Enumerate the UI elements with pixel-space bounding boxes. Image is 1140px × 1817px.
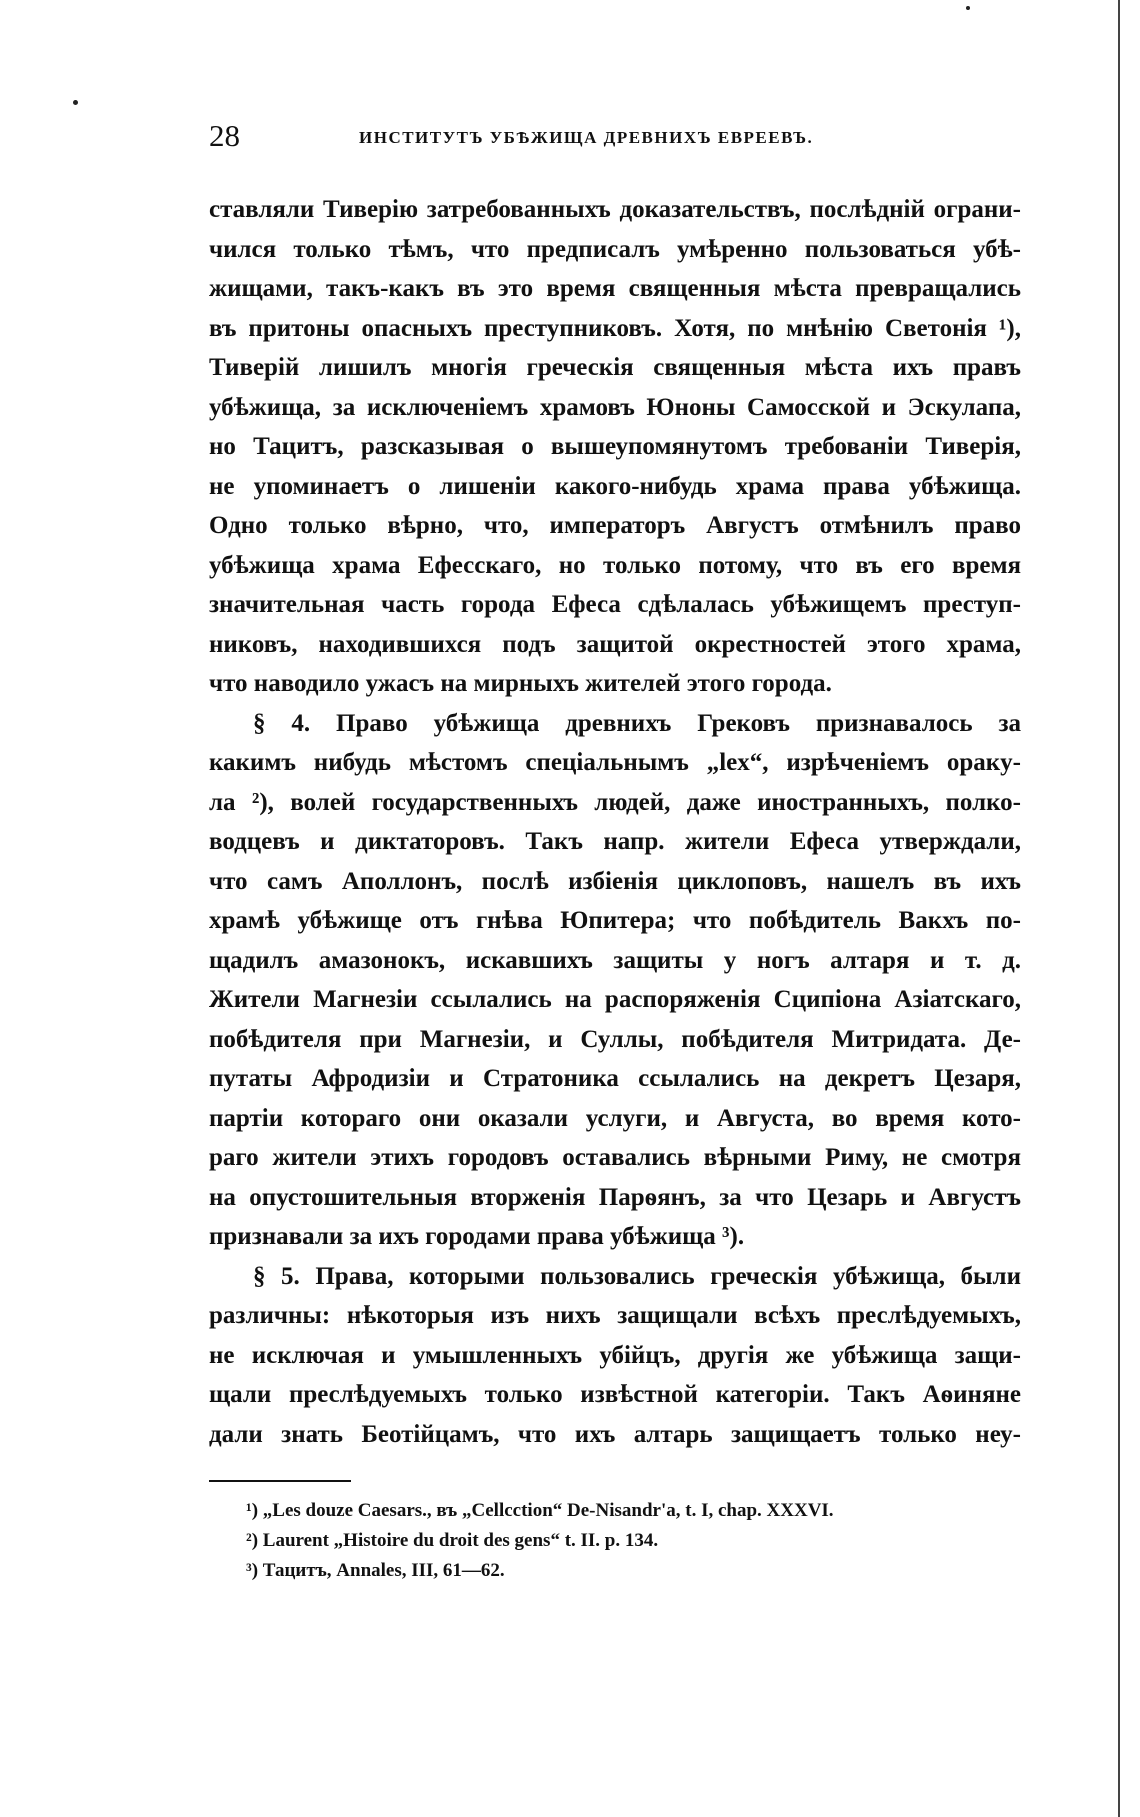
footnote-3: ³) Тацитъ, Annales, III, 61—62. — [246, 1560, 505, 1581]
text-line: ла ²), волей государственныхъ людей, даже иностранныхъ, полко- — [209, 788, 1021, 816]
text-line: что наводило ужасъ на мирныхъ жителей этого города. — [209, 670, 832, 697]
text-line: не исключая и умышленныхъ убійцъ, другія же убѣжища защи- — [209, 1341, 1021, 1369]
text-line: что самъ Аполлонъ, послѣ избіенія циклоповъ, нашелъ въ ихъ — [209, 867, 1021, 895]
text-line: въ притоны опасныхъ преступниковъ. Хотя, по мнѣнію Светонія ¹), — [209, 314, 1021, 342]
text-line: Жители Магнезіи ссылались на распоряженія Сципіона Азіатскаго, — [209, 986, 1021, 1013]
text-line: жищами, такъ-какъ въ это время священныя мѣста превращались — [209, 275, 1021, 302]
text-line: убѣжища, за исключеніемъ храмовъ Юноны Самосской и Эскулапа, — [209, 393, 1021, 421]
text-line: убѣжища храма Ефесскаго, но только потому, что въ его время — [209, 551, 1021, 579]
body-text — [209, 190, 1021, 1454]
section-5-start: § 5. Права, которыми пользовались греческія убѣжища, были — [253, 1262, 1021, 1290]
text-line: водцевъ и диктаторовъ. Такъ напр. жители Ефеса утверждали, — [209, 828, 1021, 855]
footnote-1: ¹) „Les douze Caesars., въ „Cellcction“ De-Nisandr'a, t. I, chap. XXXVI. — [246, 1500, 834, 1521]
text-line: значительная часть города Ефеса сдѣлалась убѣжищемъ преступ- — [209, 591, 1021, 618]
text-line: какимъ нибудь мѣстомъ спеціальнымъ „lex“, изрѣченіемъ оракy- — [209, 749, 1021, 776]
text-line: различны: нѣкоторыя изъ нихъ защищали всѣхъ преслѣдуемыхъ, — [209, 1302, 1021, 1329]
section-4-start: § 4. Право убѣжища древнихъ Грековъ признавалось за — [253, 709, 1021, 737]
text-line: ставляли Тиверію затребованныхъ доказательствъ, послѣдній ограни- — [209, 196, 1021, 223]
text-line: но Тацитъ, разсказывая о вышеупомянутомъ требованіи Тиверія, — [209, 433, 1021, 460]
page-edge-line — [1118, 0, 1120, 1817]
text-line: признавали за ихъ городами права убѣжища ³). — [209, 1223, 745, 1250]
text-line: партіи котораго они оказали услуги, и Августа, во время кото- — [209, 1104, 1021, 1132]
text-line: чился только тѣмъ, что предписалъ умѣренно пользоваться убѣ- — [209, 235, 1021, 263]
footnote-divider — [209, 1480, 351, 1482]
text-line: храмѣ убѣжище отъ гнѣва Юпитера; что побѣдитель Вакхъ по- — [209, 907, 1021, 934]
text-line: дали знать Беотійцамъ, что ихъ алтарь защищаетъ только неу- — [209, 1420, 1021, 1448]
text-line: Одно только вѣрно, что, императоръ Августъ отмѣнилъ право — [209, 512, 1021, 539]
text-line: никовъ, находившихся подъ защитой окрестностей этого храма, — [209, 630, 1021, 658]
scan-speck — [73, 100, 78, 105]
text-line: Тиверій лишилъ многія греческія священныя мѣста ихъ правъ — [209, 354, 1021, 381]
footnote-2: ²) Laurent „Histoire du droit des gens“ t. II. p. 134. — [246, 1530, 659, 1551]
text-line: раго жители этихъ городовъ оставались вѣрными Риму, не смотря — [209, 1144, 1021, 1171]
text-line: на опустошительныя вторженія Парѳянъ, за что Цезарь и Августъ — [209, 1183, 1021, 1211]
page-number: 28 — [209, 118, 240, 153]
running-title: ИНСТИТУТЪ УБѢЖИЩА ДРЕВНИХЪ ЕВРЕЕВЪ. — [359, 128, 814, 147]
text-line: щали преслѣдуемыхъ только извѣстной категоріи. Такъ Аѳиняне — [209, 1381, 1021, 1408]
scan-speck — [966, 6, 970, 10]
footnotes — [246, 1496, 1006, 1586]
page-header — [209, 118, 1029, 158]
text-line: не упоминаетъ о лишеніи какого-нибудь храма права убѣжища. — [209, 472, 1021, 500]
text-line: побѣдителя при Магнезіи, и Суллы, побѣдителя Митридата. Де- — [209, 1025, 1021, 1053]
text-line: путаты Афродизіи и Стратоника ссылались на декретъ Цезаря, — [209, 1065, 1021, 1092]
text-line: щадилъ амазонокъ, искавшихъ защиты у ногъ алтаря и т. д. — [209, 946, 1021, 974]
